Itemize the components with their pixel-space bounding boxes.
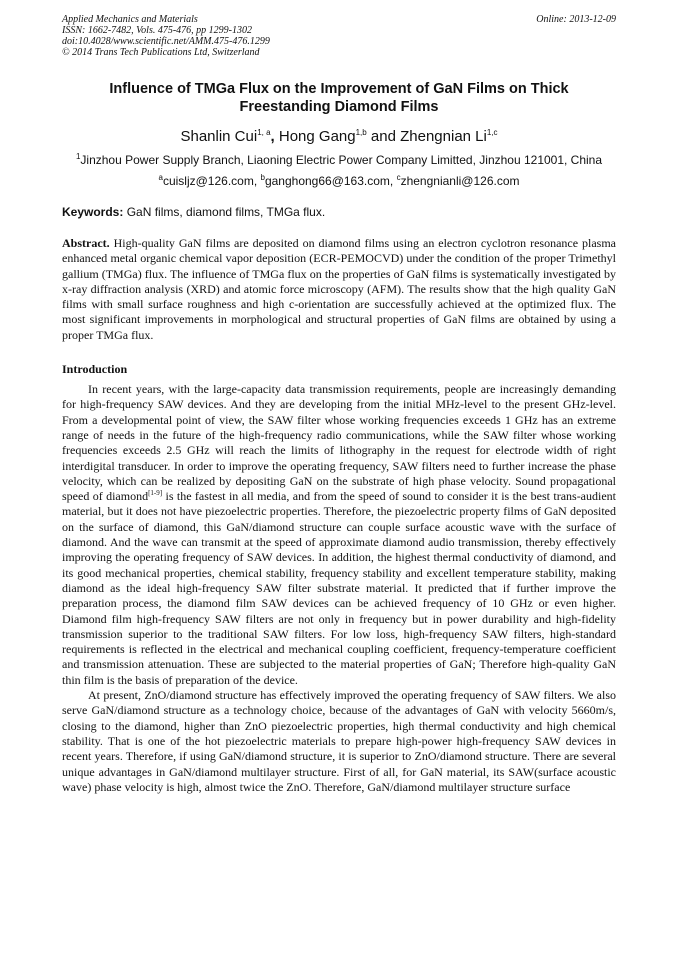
affiliation [62, 153, 616, 168]
email-address[interactable]: cuisljz@126.com, [162, 174, 261, 188]
author-list [62, 128, 616, 146]
keywords-text: GaN films, diamond films, TMGa flux. [123, 205, 326, 219]
journal-header [62, 14, 616, 58]
keywords [62, 205, 616, 220]
email-address[interactable]: zhengnianli@126.com [400, 174, 520, 188]
author-separator: and [366, 128, 401, 145]
author-affil-marker: 1,c [486, 128, 498, 137]
online-date: Online: 2013-12-09 [536, 14, 616, 25]
author-name: Shanlin Cui [180, 128, 258, 145]
abstract-text: High-quality GaN films are deposited on diamond films using an electron cyclotron resonance plasma enhanced metal organic chemical vapor deposition (ECR-PEMOCVD) under the condition of the proper Trimethyl gallium (TMGa) flux. The influence of TMGa flux on the properties of GaN films is systematically investigated by x-ray diffraction analysis (XRD) and atomic force microscopy (AFM). The results show that the high quality GaN films with small surface roughness and high c-orientation are successfully achieved at the optimized flux. The most significant improvements in morphological and structural properties of GaN films are obtained by using a proper TMGa flux. [62, 236, 616, 342]
email-marker: b [260, 173, 265, 182]
title-line-2: Freestanding Diamond Films [239, 99, 439, 115]
intro-paragraph-2: At present, ZnO/diamond structure has effectively improved the operating frequency of SAW filters. We also serve GaN/diamond structure as a technology choice, because of the advantages of GaN with velocity 5660m/s, closing to the diamond, higher than ZnO piezoelectric properties, high thermal conductivity and high chemical stability. That is one of the hot piezoelectric materials to prepare high-power high-frequency SAW devices in recent years. Therefore, if using GaN/diamond structure, it is superior to ZnO/diamond structure. There are several unique advantages in GaN/diamond multilayer structure. First of all, for GaN material, its SAW(surface acoustic wave) phase velocity is high, almost twice the ZnO. Therefore, GaN/diamond multilayer structure surface [62, 688, 616, 794]
author-separator: , [270, 128, 279, 145]
author-name: Hong Gang [278, 128, 356, 145]
section-heading-introduction: Introduction [62, 362, 128, 377]
title-line-1: Influence of TMGa Flux on the Improvement of GaN Films on Thick [109, 81, 569, 97]
paragraph-text: is the fastest in all media, and from the speed of sound to consider it is the best trans-audient material, but it does not have piezoelectric properties. Therefore, the piezoelectric property films of GaN deposited on the surface of diamond, this GaN/diamond structure can couple surface acoustic wave with the surface of diamond. And the wave can transmit at the speed of approximate diamond audio transmission, thereby effectively improving the operating frequency of SAW devices. In addition, the highest thermal conductivity of diamond, and its good mechanical properties, chemical stability, frequency stability and excellent temperature stability, making diamond as the ideal high-frequency SAW filter substrate material. It predicted that if further improve the preparation process, the diamond film SAW devices can be achieved frequency of 10 GHz or even higher. Diamond film high-frequency SAW filters are not only in frequency but in power durability and high-fidelity transmission superior to the traditional SAW filters. For low loss, high-frequency SAW filters, high-standard requirements is reflected in the electrical and mechanical coupling coefficient, frequency-temperature coefficient and transmission attenuation. These are subjected to the material properties of GaN; Therefore high-quality GaN thin film is the basis of preparation of the device. [62, 489, 617, 687]
paper-title [62, 80, 616, 116]
author-affil-marker: 1, a [257, 128, 271, 137]
paragraph-text: In recent years, with the large-capacity data transmission requirements, people are increasingly demanding for high-frequency SAW devices. And they are developing from the initial MHz-level to the present GHz-level. From a developmental point of view, the SAW filter whose working frequencies exceeds 1 GHz has an extreme range of needs in the future of the high-frequency radio communications, while the SAW filter whose working frequencies exceeds 2.5 GHz will reach the limits of lithography in the request for electrode width of right interdigital transducer. In order to improve the operating frequency, SAW filters need to further increase the phase velocity, which can be realized by depositing GaN on the substrate of high phase velocity. Sound propagational speed of diamond [62, 382, 616, 504]
email-list [62, 174, 616, 189]
issn-line: ISSN: 1662-7482, Vols. 475-476, pp 1299-1302 [62, 25, 252, 36]
paper-page [62, 14, 616, 795]
abstract-label: Abstract. [62, 236, 110, 250]
affiliation-marker: 1 [75, 152, 81, 161]
doi-line: doi:10.4028/www.scientific.net/AMM.475-476.1299 [62, 36, 270, 47]
author-name: Zhengnian Li [400, 128, 487, 145]
email-marker: a [158, 173, 163, 182]
author-affil-marker: 1,b [355, 128, 367, 137]
affiliation-text: Jinzhou Power Supply Branch, Liaoning Electric Power Company Limitted, Jinzhou 121001, China [80, 153, 603, 167]
keywords-label: Keywords: [62, 205, 124, 219]
copyright-line: © 2014 Trans Tech Publications Ltd, Switzerland [62, 47, 260, 58]
journal-name: Applied Mechanics and Materials [62, 14, 198, 25]
intro-paragraph-1 [62, 382, 616, 688]
email-marker: c [396, 173, 401, 182]
citation-reference: [1-9] [148, 489, 163, 498]
email-address[interactable]: ganghong66@163.com, [264, 174, 397, 188]
abstract [62, 236, 616, 343]
